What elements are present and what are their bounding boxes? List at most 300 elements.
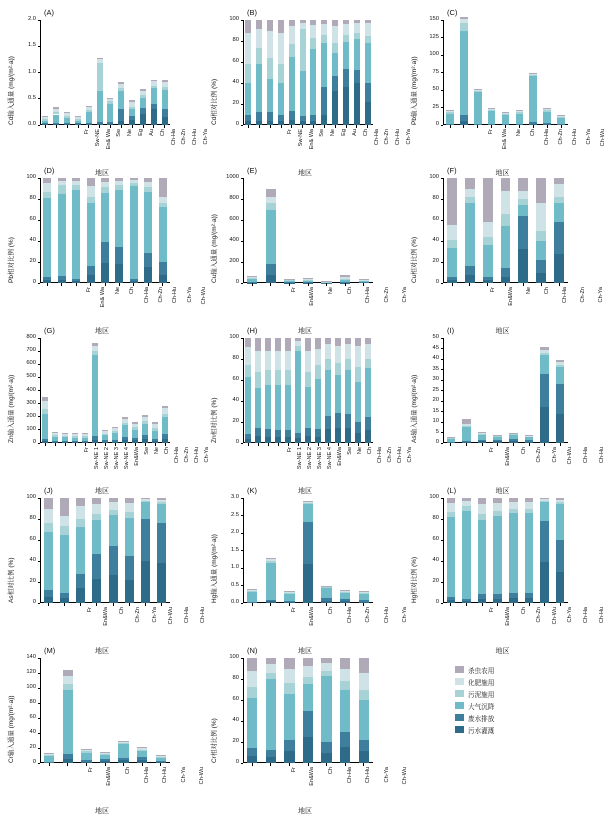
bar-segment	[245, 439, 251, 443]
panel-title-m: (M)	[44, 646, 56, 655]
bar-stack	[518, 178, 528, 283]
bar-segment	[556, 367, 565, 384]
bar-segment	[107, 99, 113, 102]
bar-segment	[245, 64, 251, 83]
plot-area-m	[40, 658, 170, 763]
bar-segment	[245, 115, 251, 121]
plot-area-k	[243, 498, 373, 603]
bar-segment	[157, 563, 166, 603]
bar-segment	[112, 433, 118, 440]
bar-segment	[92, 514, 101, 520]
bar-segment	[76, 588, 85, 603]
y-tick	[38, 658, 41, 659]
y-tick	[38, 540, 41, 541]
bar-segment	[140, 95, 146, 98]
bar-segment	[332, 53, 338, 76]
y-tick	[241, 262, 244, 263]
bar-segment	[100, 752, 110, 753]
bar-stack	[295, 338, 301, 443]
bar-segment	[43, 192, 51, 198]
y-tick	[38, 220, 41, 221]
y-tick-label: 80	[232, 355, 239, 361]
bar-segment	[525, 442, 534, 443]
x-tick-label: Ch-Ha	[184, 607, 191, 624]
y-tick	[38, 178, 41, 179]
bar-segment	[335, 413, 341, 429]
bar-segment	[42, 441, 48, 443]
x-tick-label: Ch	[163, 447, 170, 455]
x-tick	[487, 283, 488, 286]
bar-stack	[82, 433, 88, 443]
y-axis-title: Cd输入通量 (mg/(m²·a))	[8, 56, 15, 125]
x-tick	[308, 443, 309, 446]
x-tick-label: Sw-NE 2	[306, 447, 313, 470]
bar-segment	[162, 117, 168, 125]
y-tick-label: 100	[26, 174, 36, 180]
bar-segment	[502, 112, 510, 113]
x-tick	[345, 283, 346, 286]
x-tick-label: Ch-Ya	[585, 129, 592, 145]
bar-segment	[97, 58, 103, 59]
bar-segment	[64, 123, 70, 125]
bar-segment	[275, 351, 281, 370]
bar-segment	[107, 98, 113, 99]
bar-segment	[300, 71, 306, 115]
bar-stack	[340, 590, 350, 603]
x-tick	[463, 125, 464, 128]
bar-segment	[76, 519, 85, 527]
y-axis-title: Pb相对比例 (%)	[8, 237, 15, 283]
bar-segment	[256, 20, 262, 29]
bar-segment	[540, 374, 549, 408]
x-tick-label: Ch-Wu	[199, 767, 206, 785]
bar-segment	[285, 385, 291, 430]
bar-segment	[447, 517, 456, 597]
bar-segment	[493, 440, 502, 442]
bar-segment	[130, 281, 138, 283]
bar-segment	[465, 203, 475, 266]
y-tick	[38, 443, 41, 444]
bar-segment	[325, 359, 331, 370]
bar-segment	[284, 694, 294, 740]
bar-segment	[137, 757, 147, 760]
y-tick-label: 60	[29, 536, 36, 542]
bar-stack	[142, 415, 148, 443]
bar-segment	[305, 351, 311, 372]
x-tick	[115, 443, 116, 446]
bar-segment	[493, 516, 502, 594]
bar-segment	[109, 546, 118, 574]
bar-stack	[144, 178, 152, 283]
bar-segment	[354, 33, 360, 39]
y-tick-label: 1000	[226, 174, 239, 180]
y-tick-label: 60	[432, 216, 439, 222]
bar-stack	[42, 116, 48, 125]
bar-stack	[359, 658, 369, 763]
bar-segment	[255, 338, 261, 351]
bar-stack	[43, 178, 51, 283]
plot-area-j	[40, 498, 170, 603]
panel-title-g: (G)	[44, 326, 55, 335]
bar-segment	[162, 417, 168, 434]
bar-stack	[156, 755, 166, 763]
x-tick-label: Ch-Ha	[583, 607, 590, 624]
x-tick-label: En&Wa	[309, 287, 316, 306]
bar-segment	[525, 436, 534, 437]
bar-segment	[354, 83, 360, 125]
bar-segment	[267, 58, 273, 79]
bar-stack	[465, 178, 475, 283]
bar-segment	[321, 601, 331, 603]
bar-segment	[118, 84, 124, 88]
bar-segment	[112, 428, 118, 431]
bar-segment	[447, 438, 456, 439]
x-tick	[450, 443, 451, 446]
bar-segment	[44, 523, 53, 531]
y-tick	[441, 338, 444, 339]
y-tick-label: 20	[29, 578, 36, 584]
bar-stack	[303, 278, 313, 283]
x-tick-label: Ch-Ya	[597, 287, 604, 303]
bar-segment	[247, 658, 257, 671]
x-tick	[505, 283, 506, 286]
bar-segment	[300, 121, 306, 125]
bar-segment	[284, 740, 294, 752]
bar-stack	[62, 433, 68, 443]
bar-segment	[157, 502, 166, 504]
x-axis-title: 地区	[95, 170, 109, 177]
x-tick	[326, 283, 327, 286]
y-tick-label: 200	[229, 258, 239, 264]
bar-segment	[556, 540, 565, 572]
x-tick-label: Ch-Zn	[365, 607, 372, 623]
y-tick-label: 10	[432, 418, 439, 424]
bar-segment	[462, 419, 471, 423]
bar-segment	[275, 437, 281, 443]
plot-area-c	[443, 20, 568, 125]
bar-segment	[156, 762, 166, 763]
x-tick-label: Ne	[153, 447, 160, 455]
bar-segment	[265, 437, 271, 443]
x-tick	[308, 283, 309, 286]
bar-segment	[305, 387, 311, 428]
bar-segment	[321, 742, 331, 753]
y-tick-label: 40	[432, 557, 439, 563]
bar-segment	[557, 115, 565, 116]
bar-segment	[460, 115, 468, 121]
y-tick	[241, 178, 244, 179]
y-tick-label: 60	[29, 216, 36, 222]
chart-legend	[455, 665, 595, 745]
bar-segment	[540, 521, 549, 562]
bar-segment	[125, 556, 134, 580]
bar-segment	[321, 115, 327, 126]
bar-segment	[488, 124, 496, 125]
y-tick	[241, 742, 244, 743]
y-tick-label: 40	[232, 397, 239, 403]
bar-segment	[122, 419, 128, 423]
y-tick-label: 40	[432, 355, 439, 361]
bar-segment	[92, 440, 98, 443]
x-tick	[270, 603, 271, 606]
bar-segment	[245, 365, 251, 377]
x-tick	[533, 125, 534, 128]
bar-segment	[140, 89, 146, 91]
bar-segment	[112, 427, 118, 429]
bar-segment	[58, 194, 66, 276]
x-tick-label: Ch-Hu	[192, 129, 199, 146]
bar-segment	[75, 119, 81, 121]
bar-segment	[245, 33, 251, 65]
bar-segment	[536, 260, 546, 273]
y-tick	[441, 125, 444, 126]
x-tick-label: Ch-Wu	[567, 447, 574, 465]
bar-stack	[140, 89, 146, 125]
x-tick-label: En& Wa	[308, 129, 315, 150]
bar-stack	[275, 338, 281, 443]
x-tick-label: Ch-Ha	[143, 287, 150, 304]
bar-segment	[474, 91, 482, 92]
bar-segment	[162, 439, 168, 443]
x-tick	[75, 443, 76, 446]
bar-segment	[267, 121, 273, 125]
bar-segment	[303, 279, 313, 280]
bar-segment	[52, 442, 58, 443]
bar-segment	[462, 442, 471, 443]
bar-segment	[478, 599, 487, 603]
bar-segment	[332, 26, 338, 43]
bar-segment	[493, 503, 502, 510]
bar-segment	[42, 116, 48, 117]
x-tick-label: Ch-Hu	[365, 767, 372, 784]
bar-segment	[137, 747, 147, 748]
bar-segment	[81, 750, 91, 752]
bar-segment	[141, 498, 150, 499]
bar-segment	[462, 599, 471, 601]
bar-segment	[266, 673, 276, 679]
bar-stack	[540, 498, 549, 603]
x-tick	[133, 283, 134, 286]
bar-segment	[303, 564, 313, 603]
bar-segment	[478, 514, 487, 520]
bar-segment	[44, 754, 54, 756]
bar-segment	[63, 670, 73, 676]
bar-segment	[92, 520, 101, 554]
bar-segment	[75, 121, 81, 124]
bar-segment	[446, 114, 454, 124]
bar-segment	[447, 439, 456, 442]
x-tick	[45, 443, 46, 446]
bar-stack	[321, 586, 331, 604]
bar-segment	[275, 370, 281, 386]
bar-segment	[267, 31, 273, 58]
x-tick	[560, 603, 561, 606]
legend-swatch	[455, 690, 464, 697]
bar-segment	[303, 666, 313, 677]
x-tick	[291, 125, 292, 128]
x-tick-label: Sw-NE 2	[103, 447, 110, 470]
bar-stack	[92, 343, 98, 443]
x-tick	[302, 125, 303, 128]
x-tick	[161, 603, 162, 606]
bar-segment	[144, 192, 152, 253]
y-tick-label: 0	[32, 439, 36, 445]
bar-segment	[247, 756, 257, 763]
y-axis-title: Zn输入通量 (mg/(m²·a))	[8, 374, 15, 443]
plot-area-i	[443, 338, 568, 443]
bar-segment	[354, 23, 360, 32]
bar-segment	[321, 87, 327, 114]
legend-label: 大气沉降	[468, 704, 495, 711]
x-tick-label: Sw	[116, 129, 123, 137]
bar-segment	[52, 433, 58, 435]
y-tick-label: 1.0	[230, 564, 239, 570]
x-tick	[76, 283, 77, 286]
bar-segment	[540, 501, 549, 502]
bar-stack	[100, 752, 110, 763]
bar-segment	[321, 676, 331, 742]
bar-segment	[355, 422, 361, 433]
bar-segment	[488, 110, 496, 111]
bar-segment	[355, 433, 361, 444]
bar-segment	[266, 559, 276, 561]
x-tick	[95, 443, 96, 446]
x-tick-label: Fr	[290, 607, 297, 613]
y-tick-label: 125	[429, 33, 439, 40]
bar-segment	[359, 751, 369, 763]
bar-segment	[152, 431, 158, 439]
y-axis-title: Hg相对比例 (%)	[411, 556, 418, 603]
x-tick-label: Ch-Hu	[200, 607, 207, 624]
bar-stack	[52, 432, 58, 443]
bar-segment	[554, 184, 564, 197]
bar-segment	[102, 440, 108, 441]
bar-segment	[465, 275, 475, 283]
y-tick	[241, 41, 244, 42]
bar-segment	[321, 24, 327, 35]
x-tick-label: Sw-NE 3	[316, 447, 323, 470]
bar-segment	[460, 17, 468, 19]
x-tick-label: Ch	[530, 129, 537, 137]
bar-segment	[540, 499, 549, 501]
bar-segment	[543, 108, 551, 109]
bar-segment	[265, 385, 271, 429]
bar-segment	[303, 278, 313, 279]
bar-segment	[75, 123, 81, 124]
y-tick	[241, 380, 244, 381]
bar-segment	[265, 351, 271, 370]
bar-segment	[462, 511, 471, 599]
y-tick-label: 100	[26, 425, 36, 432]
bar-segment	[255, 351, 261, 372]
bar-segment	[554, 203, 564, 222]
bar-segment	[540, 350, 549, 353]
x-tick-label: Ch-Ya	[402, 287, 409, 303]
y-tick	[241, 104, 244, 105]
x-tick	[80, 603, 81, 606]
bar-segment	[303, 711, 313, 737]
x-tick	[78, 125, 79, 128]
bar-stack	[266, 189, 276, 284]
plot-area-l	[443, 498, 568, 603]
bar-segment	[144, 178, 152, 182]
bar-segment	[303, 522, 313, 564]
bar-segment	[100, 761, 110, 763]
x-tick	[145, 443, 146, 446]
bar-segment	[42, 397, 48, 401]
bar-segment	[157, 498, 166, 500]
y-tick	[38, 351, 41, 352]
bar-segment	[266, 561, 276, 563]
bar-segment	[536, 203, 546, 230]
bar-stack	[340, 275, 350, 283]
bar-segment	[63, 690, 73, 755]
bar-stack	[525, 435, 534, 443]
bar-stack	[118, 82, 124, 125]
y-tick	[441, 411, 444, 412]
bar-segment	[483, 245, 493, 277]
bar-segment	[144, 187, 152, 191]
bar-segment	[557, 124, 565, 125]
bar-segment	[152, 424, 158, 428]
bar-segment	[162, 90, 168, 108]
bar-segment	[289, 44, 295, 57]
y-tick-label: 80	[232, 675, 239, 681]
bar-stack	[493, 498, 502, 603]
bar-segment	[300, 29, 306, 71]
bar-segment	[53, 109, 59, 112]
bar-segment	[142, 421, 148, 424]
x-tick	[346, 125, 347, 128]
x-tick	[482, 443, 483, 446]
bar-segment	[295, 338, 301, 341]
bar-segment	[525, 435, 534, 436]
x-tick-label: Ch-Ya	[567, 607, 574, 623]
x-tick-label: En&Wa	[336, 447, 343, 466]
x-tick	[162, 283, 163, 286]
y-tick	[241, 62, 244, 63]
bar-segment	[132, 427, 138, 429]
y-tick-label: 40	[29, 557, 36, 563]
y-axis-title: Cd相对比例 (%)	[211, 78, 218, 125]
y-tick	[241, 763, 244, 764]
y-tick	[38, 498, 41, 499]
x-tick	[513, 443, 514, 446]
bar-segment	[247, 278, 257, 279]
bar-segment	[556, 572, 565, 604]
y-tick	[441, 380, 444, 381]
bar-segment	[53, 112, 59, 115]
bar-segment	[354, 70, 360, 83]
bar-segment	[321, 598, 331, 601]
y-tick-label: 60	[232, 58, 239, 64]
bar-segment	[525, 436, 534, 437]
x-tick	[466, 603, 467, 606]
bar-segment	[112, 442, 118, 443]
y-tick	[441, 390, 444, 391]
bar-segment	[112, 431, 118, 433]
bar-segment	[159, 207, 167, 262]
bar-stack	[162, 80, 168, 125]
bar-segment	[92, 343, 98, 346]
bar-segment	[115, 264, 123, 283]
bar-stack	[447, 498, 456, 603]
bar-segment	[130, 180, 138, 183]
bar-segment	[102, 431, 108, 433]
y-tick	[441, 443, 444, 444]
bar-segment	[157, 523, 166, 563]
x-tick	[61, 283, 62, 286]
